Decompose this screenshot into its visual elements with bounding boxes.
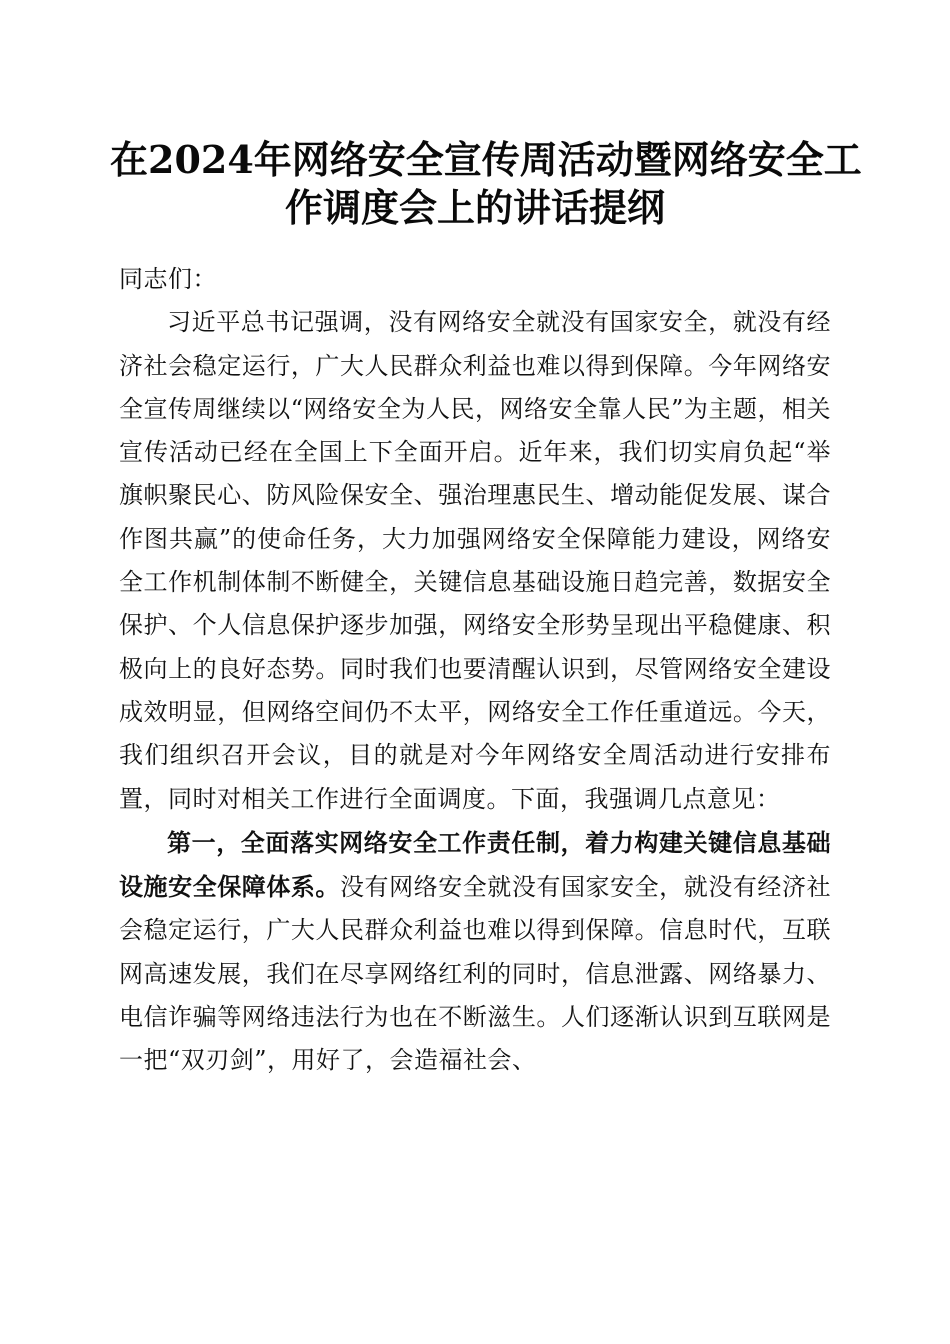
document-title	[110, 136, 862, 232]
salutation: 同志们：	[119, 265, 217, 293]
title-line-1: 在2024年网络安全宣传周活动暨网络安全工	[110, 137, 862, 182]
paragraph-section-1	[119, 821, 831, 1083]
paragraph-intro: 习近平总书记强调，没有网络安全就没有国家安全，就没有经济社会稳定运行，广大人民群众利益也难以得到保障。今年网络安全宣传周继续以“网络安全为人民，网络安全靠人民”为主题，相关宣传活动已经在全国上下全面开启。近年来，我们切实肩负起“举旗帜聚民心、防风险保安全、强治理惠民生、增动能促发展、谋合作图共赢”的使命任务，大力加强网络安全保障能力建设，网络安全工作机制体制不断健全，关键信息基础设施日趋完善，数据安全保护、个人信息保护逐步加强，网络安全形势呈现出平稳健康、积极向上的良好态势。同时我们也要清醒认识到，尽管网络安全建设成效明显，但网络空间仍不太平，网络安全工作任重道远。今天，我们组织召开会议，目的就是对今年网络安全周活动进行安排布置，同时对相关工作进行全面调度。下面，我强调几点意见：	[119, 308, 831, 813]
document-body	[119, 258, 831, 1083]
section-1-heading: 第一，全面落实网络安全工作责任制，着力构建关键信息基础设施安全保障体系。	[119, 827, 831, 902]
title-line-2: 作调度会上的讲话提纲	[284, 185, 665, 230]
section-1-text: 没有网络安全就没有国家安全，就没有经济社会稳定运行，广大人民群众利益也难以得到保障。信息时代，互联网高速发展，我们在尽享网络红利的同时，信息泄露、网络暴力、电信诈骗等网络违法行为也在不断滋生。人们逐渐认识到互联网是一把“双刃剑”，用好了，会造福社会、	[119, 873, 832, 1075]
